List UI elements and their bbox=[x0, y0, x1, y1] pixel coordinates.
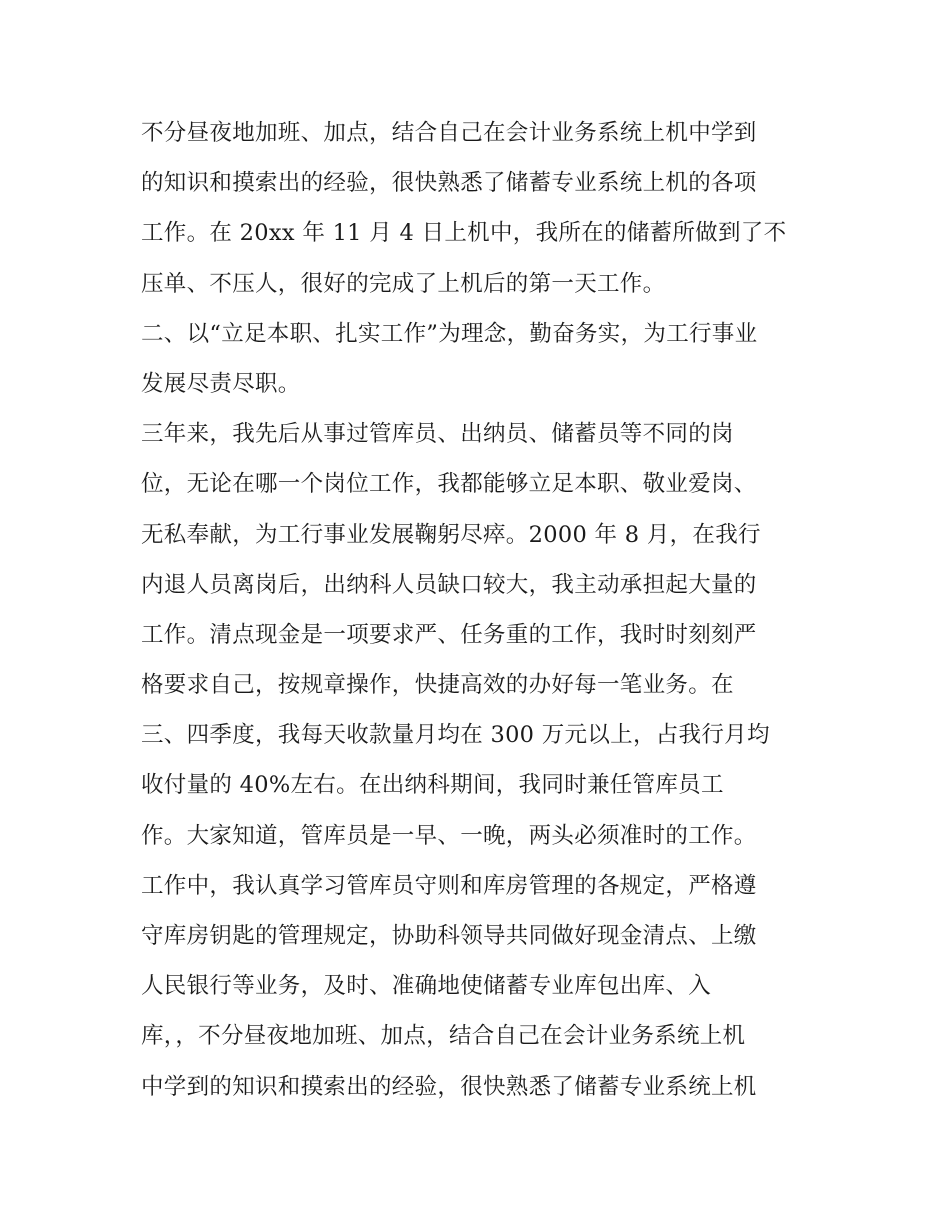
text-line: 工作中，我认真学习管库员守则和库房管理的各规定，严格遵 bbox=[141, 872, 757, 899]
text-line: 位，无论在哪一个岗位工作，我都能够立足本职、敬业爱岗、 bbox=[141, 471, 757, 498]
text-line: 收付量的 40%左右。在出纳科期间，我同时兼任管库员工 bbox=[141, 772, 724, 799]
text-line: 工作。在 20xx 年 11 月 4 日上机中，我所在的储蓄所做到了不 bbox=[141, 220, 787, 247]
text-line: 守库房钥匙的管理规定，协助科领导共同做好现金清点、上缴 bbox=[141, 923, 757, 949]
text-line: 压单、不压人，很好的完成了上机后的第一天工作。 bbox=[141, 270, 666, 297]
text-line: 库，，不分昼夜地加班、加点，结合自己在会计业务系统上机 bbox=[141, 1023, 746, 1050]
text-line: 三、四季度，我每天收款量月均在 300 万元以上，占我行月均 bbox=[141, 722, 770, 749]
body-text bbox=[141, 108, 821, 1112]
text-line: 无私奉献，为工行事业发展鞠躬尽瘁。2000 年 8 月，在我行 bbox=[141, 521, 761, 548]
text-line: 发展尽责尽职。 bbox=[141, 370, 301, 397]
text-line: 工作。清点现金是一项要求严、任务重的工作，我时时刻刻严 bbox=[141, 621, 757, 648]
text-line: 作。大家知道，管库员是一早、一晚，两头必须准时的工作。 bbox=[141, 822, 757, 849]
text-line: 格要求自己，按规章操作，快捷高效的办好每一笔业务。在 bbox=[141, 672, 734, 699]
text-line: 三年来，我先后从事过管库员、出纳员、储蓄员等不同的岗 bbox=[141, 421, 734, 448]
text-line: 内退人员离岗后，出纳科人员缺口较大，我主动承担起大量的 bbox=[141, 571, 757, 598]
text-line: 人民银行等业务，及时、准确地使储蓄专业库包出库、入 bbox=[141, 973, 712, 1000]
text-line: 中学到的知识和摸索出的经验，很快熟悉了储蓄专业系统上机 bbox=[141, 1073, 757, 1100]
text-line: 不分昼夜地加班、加点，结合自己在会计业务系统上机中学到 bbox=[141, 120, 757, 146]
text-line: 二、以“立足本职、扎实工作”为理念，勤奋务实，为工行事业 bbox=[141, 320, 758, 347]
text-line: 的知识和摸索出的经验，很快熟悉了储蓄专业系统上机的各项 bbox=[141, 170, 757, 197]
